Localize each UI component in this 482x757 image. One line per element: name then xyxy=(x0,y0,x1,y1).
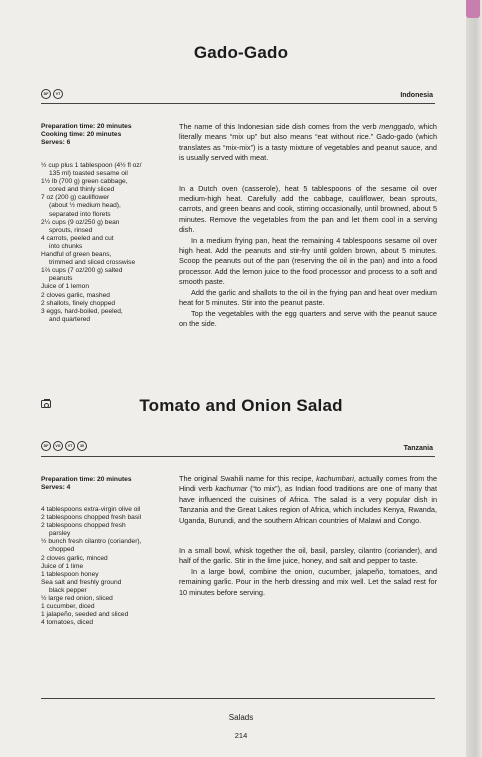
serves: Serves: 6 xyxy=(41,139,71,147)
ingredient-line: Sea salt and freshly ground xyxy=(41,578,122,586)
ingredient-line: 135 ml) toasted sesame oil xyxy=(49,170,128,178)
footer-rule xyxy=(41,698,435,699)
serves: Serves: 4 xyxy=(41,484,71,492)
diet-tag-icon: DF xyxy=(41,89,51,99)
prep-time: Preparation time: 20 minutes xyxy=(41,123,132,130)
ingredient-line: 1 cucumber, diced xyxy=(41,603,95,611)
ingredient-line: cored and thinly sliced xyxy=(49,186,115,194)
ingredient-line: peanuts xyxy=(49,275,73,283)
ingredient-line: 2¼ cups (9 oz/250 g) bean xyxy=(41,218,120,226)
ingredient-line: 2 tablespoons chopped fresh xyxy=(41,522,126,530)
ingredient-line: 1½ lb (700 g) green cabbage, xyxy=(41,178,128,186)
section-label: Salads xyxy=(228,713,254,722)
method-step: In a small bowl, whisk together the oil, basil, parsley, cilantro (coriander), and half of the garlic. Stir in the lime juice, honey, and salt and pepper to taste. xyxy=(179,546,437,566)
ingredient-line: parsley xyxy=(49,530,71,538)
method-step: Top the vegetables with the egg quarters and serve with the peanut sauce on the side. xyxy=(179,308,437,328)
cook-time: Cooking time: 20 minutes xyxy=(41,131,122,139)
diet-tag-icon: 30 xyxy=(77,441,87,451)
ingredient-list xyxy=(41,506,171,627)
bookmark-ribbon xyxy=(466,0,480,18)
method-step: In a large bowl, combine the onion, cucumber, jalapeño, tomatoes, and remaining garlic. Pour in the herb dressing and mix well. Let the salad rest for 10 minutes before serving. xyxy=(179,566,437,597)
ingredient-line: into chunks xyxy=(49,242,83,250)
intro-paragraph: The original Swahili name for this recipe, kachumbari, actually comes from the Hindi verb kachumar (“to mix”), as Indian food traditions are one of many that have influenced the cuisines of Africa. The salad is a very popular dish in Tanzania and the Great Lakes region of Africa, which includes Kenya, Rwanda, Uganda, Burundi, and the southern African countries of Malawi and Congo. xyxy=(179,474,438,525)
diet-tag-icon: VT xyxy=(53,89,63,99)
ingredient-line: black pepper xyxy=(49,586,87,594)
diet-tag-icon: VT xyxy=(65,441,75,451)
recipe-title: Tomato and Onion Salad xyxy=(139,396,343,415)
ingredient-line: trimmed and sliced crosswise xyxy=(49,259,136,267)
ingredient-line: ½ large red onion, sliced xyxy=(41,595,113,603)
method-step: Add the garlic and shallots to the oil in the frying pan and heat over medium heat for 5 minutes. Stir into the peanut paste. xyxy=(179,287,437,308)
ingredient-line: 4 tablespoons extra-virgin olive oil xyxy=(41,506,141,513)
diet-tags xyxy=(41,441,87,451)
ingredient-line: 2 cloves garlic, minced xyxy=(41,554,108,562)
page-number: 214 xyxy=(234,731,248,740)
ingredient-line: Juice of 1 lemon xyxy=(41,283,90,291)
recipe-times xyxy=(41,123,181,147)
recipe-title: Gado-Gado xyxy=(193,43,289,62)
page-edge xyxy=(466,0,482,757)
ingredient-line: 1 tablespoon honey xyxy=(41,570,99,578)
ingredient-line: 2 tablespoons chopped fresh basil xyxy=(41,514,142,522)
method-step: In a Dutch oven (casserole), heat 5 tablespoons of the sesame oil over medium-high heat. Carefully add the cabbage, cauliflower, bean sprouts, carrots, and green beans and cook, stirring occasionally, until browned, about 5 minutes. Remove the vegetables from the pan and let them cool in a serving dish. xyxy=(179,183,437,235)
ingredient-line: 4 carrots, peeled and cut xyxy=(41,234,114,242)
ingredient-line: 1⅔ cups (7 oz/200 g) salted xyxy=(41,267,123,275)
method-step: In a medium frying pan, heat the remaining 4 tablespoons sesame oil over high heat. Add the peanuts and stir-fry until golden brown, about 5 minutes. Scoop the peanuts out of the pan (reserving the oil in the pan) and into a food processor. Add the lemon juice to the food processor and process to a soft and smooth paste. xyxy=(179,235,437,287)
ingredient-line: Juice of 1 lime xyxy=(41,562,84,570)
ingredient-line: 2 shallots, finely chopped xyxy=(41,299,116,307)
diet-tag-icon: VG xyxy=(53,441,63,451)
recipe-times xyxy=(41,476,181,492)
section-rule xyxy=(41,456,435,457)
method-text xyxy=(179,474,437,598)
ingredient-line: 4 tomatoes, diced xyxy=(41,619,94,627)
prep-time: Preparation time: 20 minutes xyxy=(41,476,132,483)
country-label: Tanzania xyxy=(403,445,433,452)
ingredient-line: separated into florets xyxy=(49,210,111,218)
ingredient-line: 3 eggs, hard-boiled, peeled, xyxy=(41,307,123,315)
ingredient-line: ½ bunch fresh cilantro (coriander), xyxy=(41,538,142,546)
ingredient-line: (about ½ medium head), xyxy=(49,202,121,210)
country-label: Indonesia xyxy=(400,92,433,99)
ingredient-line: and quartered xyxy=(49,315,91,323)
diet-tag-icon: DF xyxy=(41,441,51,451)
ingredient-line: 7 oz (200 g) cauliflower xyxy=(41,194,110,202)
ingredient-line: chopped xyxy=(49,546,75,554)
ingredient-list xyxy=(41,162,171,324)
intro-paragraph: The name of this Indonesian side dish comes from the verb menggado, which literally means “mix up” but also means “eat without rice.” Gado-gado (which translates as “mix-mix”) is a tasty mixture of vegetables and peanut sauce, and is usually served with meat. xyxy=(179,122,437,163)
ingredient-line: ½ cup plus 1 tablespoon (4½ fl oz/ xyxy=(41,162,142,169)
ingredient-line: sprouts, rinsed xyxy=(49,226,93,234)
ingredient-line: 2 cloves garlic, mashed xyxy=(41,291,110,299)
ingredient-line: 1 jalapeño, seeded and sliced xyxy=(41,611,129,619)
diet-tags xyxy=(41,89,63,99)
ingredient-line: Handful of green beans, xyxy=(41,251,112,259)
section-rule xyxy=(41,103,435,104)
method-text xyxy=(179,122,437,329)
